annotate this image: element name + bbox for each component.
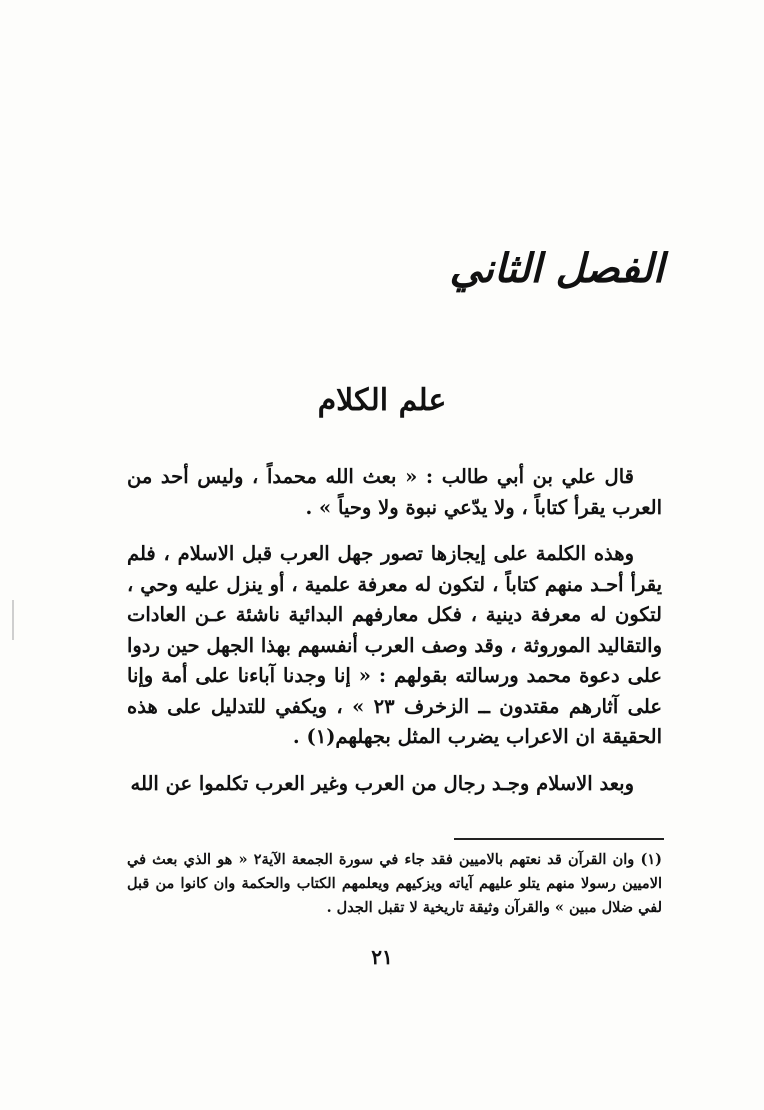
scan-edge-mark (12, 600, 14, 640)
section-title: علم الكلام (317, 383, 447, 418)
body-text (127, 462, 662, 815)
footnote-divider (454, 838, 664, 840)
paragraph-3: وبعد الاسلام وجـد رجال من العرب وغير العرب تكلموا عن الله (130, 771, 634, 795)
page-number: ٢١ (371, 945, 393, 969)
footnote: (١) وان القرآن قد نعتهم بالاميين فقد جاء في سورة الجمعة الآية٢ « هو الذي بعث في الاميين رسولا منهم يتلو عليهم آياته ويزكيهم ويعلمهم الكتاب والحكمة وان كانوا من قبل لفي ضلال مبين » والقرآن وثيقة تاريخية لا تقبل الجدل . (127, 851, 662, 916)
chapter-title: الفصل الثاني (449, 245, 664, 292)
paragraph-1: قال علي بن أبي طالب : « بعث الله محمداً ، وليس أحد من العرب يقرأ كتاباً ، ولا يدّعي نبوة ولا وحياً » . (127, 465, 662, 519)
paragraph-2: وهذه الكلمة على إيجازها تصور جهل العرب قبل الاسلام ، فلم يقرأ أحـد منهم كتاباً ، لتكون له معرفة علمية ، أو ينزل عليه وحي ، لتكون له معرفة دينية ، فكل معارفهم البدائية ناشئة عـن العادات والتقاليد الموروثة ، وقد وصف العرب أنفسهم بهذا الجهل حين ردوا على دعوة محمد ورسالته بقولهم : « إنا وجدنا آباءنا على أمة وإنا على آثارهم مقتدون ــ الزخرف ٢٣ » ، ويكفي للتدليل على هذه الحقيقة ان الاعراب يضرب المثل بجهلهم(١) . (127, 542, 662, 748)
